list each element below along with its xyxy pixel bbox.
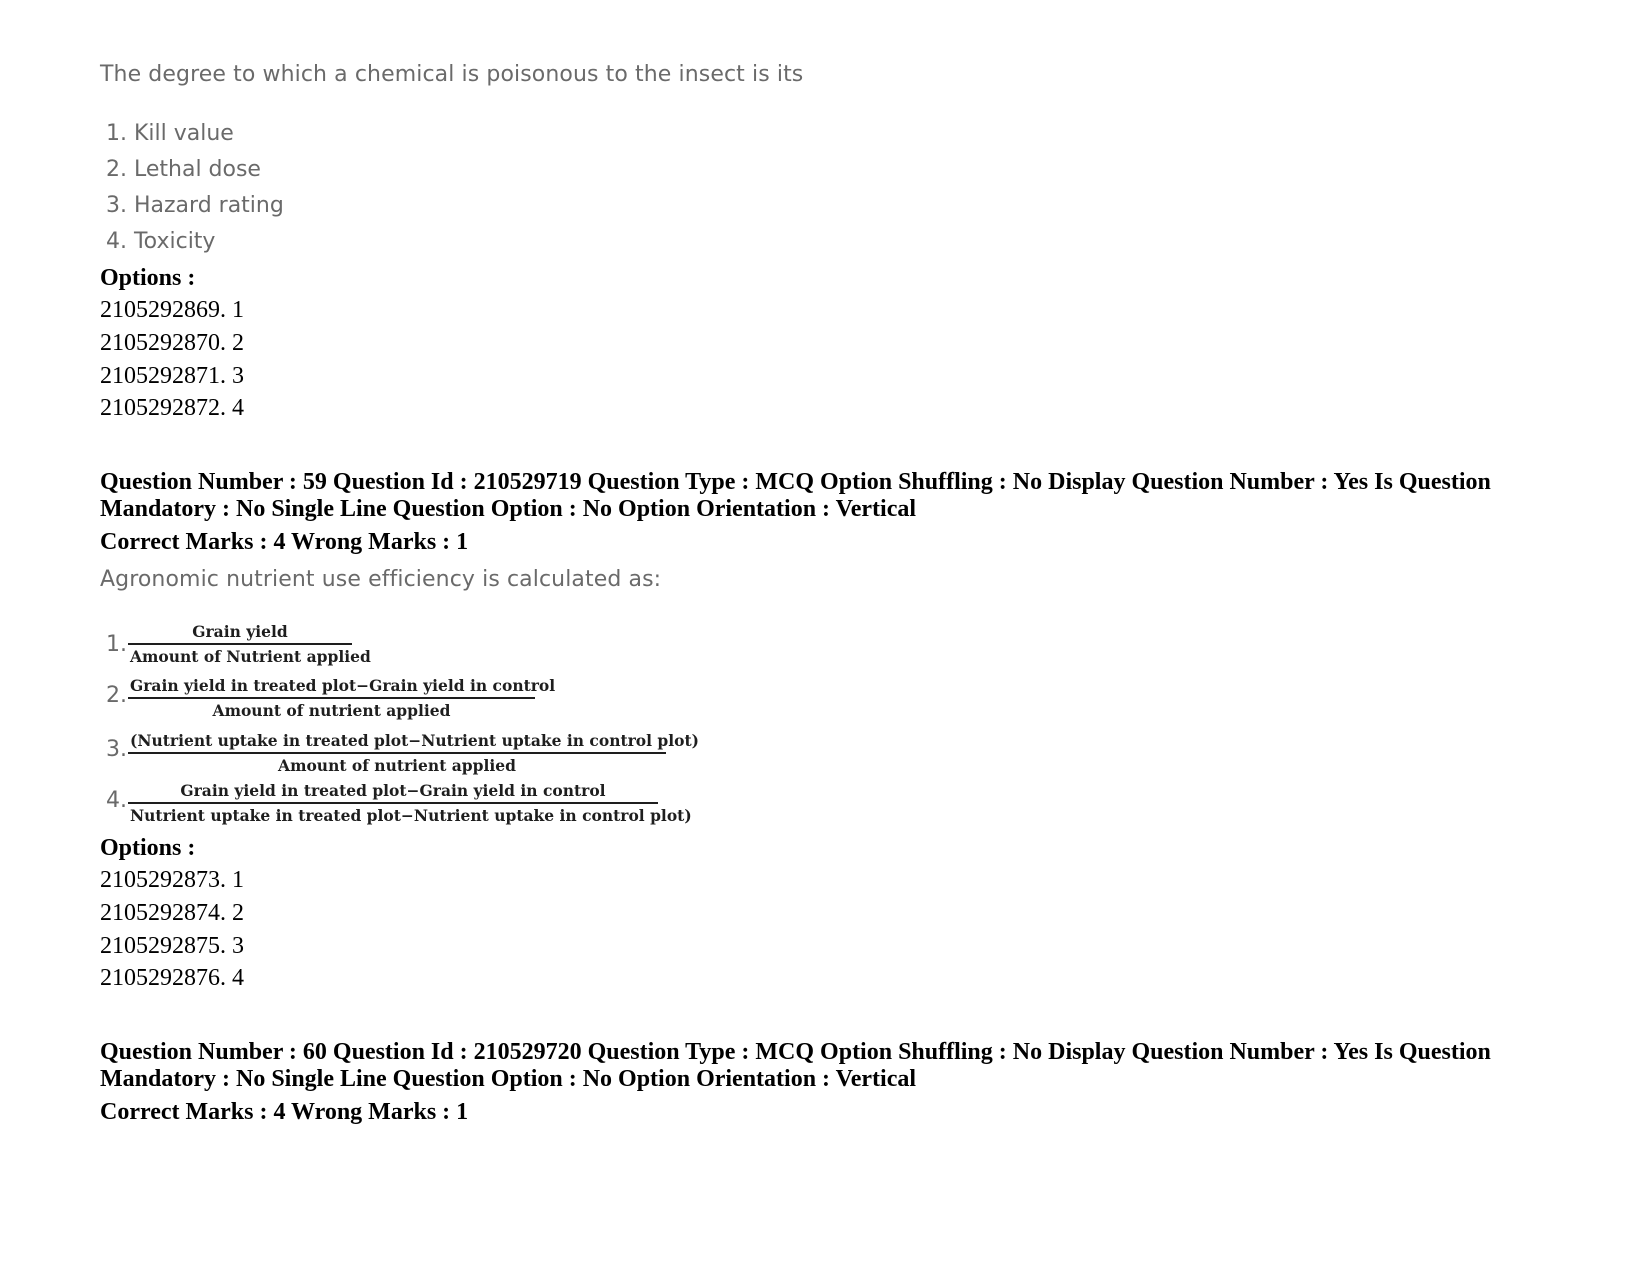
q58-option-4: 2105292872. 4 — [100, 395, 244, 421]
q59-fraction-4-denominator: Nutrient uptake in treated plot−Nutrient uptake in control plot) — [130, 806, 692, 825]
q59-fraction-3-label: 3. — [106, 737, 127, 762]
q58-list-item-1: 1. Kill value — [106, 121, 234, 146]
q59-option-2: 2105292874. 2 — [100, 900, 244, 926]
q58-list-item-4: 4. Toxicity — [106, 229, 216, 254]
q59-fraction-2-numerator: Grain yield in treated plot−Grain yield in control — [130, 676, 556, 695]
q59-stem: Agronomic nutrient use efficiency is calculated as: — [100, 567, 662, 592]
q59-fraction-1-numerator: Grain yield — [192, 622, 288, 641]
q60-header-line1: Question Number : 60 Question Id : 210529720 Question Type : MCQ Option Shuffling : No Display Question Number : Yes Is Question — [100, 1039, 1491, 1065]
q59-fraction-4-label: 4. — [106, 788, 127, 813]
q60-marks: Correct Marks : 4 Wrong Marks : 1 — [100, 1099, 469, 1125]
q59-fraction-3-bar — [128, 752, 666, 754]
q59-fraction-1-bar — [128, 643, 352, 645]
q58-option-1: 2105292869. 1 — [100, 297, 244, 323]
q59-options-label: Options : — [100, 835, 196, 861]
q59-fraction-1-label: 1. — [106, 632, 127, 657]
q58-list-item-3: 3. Hazard rating — [106, 193, 284, 218]
q59-fraction-1-denominator: Amount of Nutrient applied — [130, 647, 371, 666]
q58-options-label: Options : — [100, 265, 196, 291]
q59-option-3: 2105292875. 3 — [100, 933, 244, 959]
q59-fraction-4-numerator: Grain yield in treated plot−Grain yield in control — [180, 781, 606, 800]
q59-option-1: 2105292873. 1 — [100, 867, 244, 893]
q59-fraction-3-denominator: Amount of nutrient applied — [278, 756, 516, 775]
q59-marks: Correct Marks : 4 Wrong Marks : 1 — [100, 529, 469, 555]
q58-option-2: 2105292870. 2 — [100, 330, 244, 356]
q58-option-3: 2105292871. 3 — [100, 363, 244, 389]
q59-header-line2: Mandatory : No Single Line Question Option : No Option Orientation : Vertical — [100, 496, 917, 522]
q58-list-item-2: 2. Lethal dose — [106, 157, 261, 182]
q59-fraction-2-bar — [128, 697, 535, 699]
q59-header-line1: Question Number : 59 Question Id : 210529719 Question Type : MCQ Option Shuffling : No Display Question Number : Yes Is Question — [100, 469, 1491, 495]
q60-header-line2: Mandatory : No Single Line Question Option : No Option Orientation : Vertical — [100, 1066, 917, 1092]
q59-fraction-3-numerator: (Nutrient uptake in treated plot−Nutrient uptake in control plot) — [130, 731, 699, 750]
q59-option-4: 2105292876. 4 — [100, 965, 244, 991]
q59-fraction-4-bar — [128, 802, 658, 804]
q58-stem: The degree to which a chemical is poisonous to the insect is its — [100, 62, 804, 87]
q59-fraction-2-label: 2. — [106, 683, 127, 708]
q59-fraction-2-denominator: Amount of nutrient applied — [212, 701, 451, 720]
